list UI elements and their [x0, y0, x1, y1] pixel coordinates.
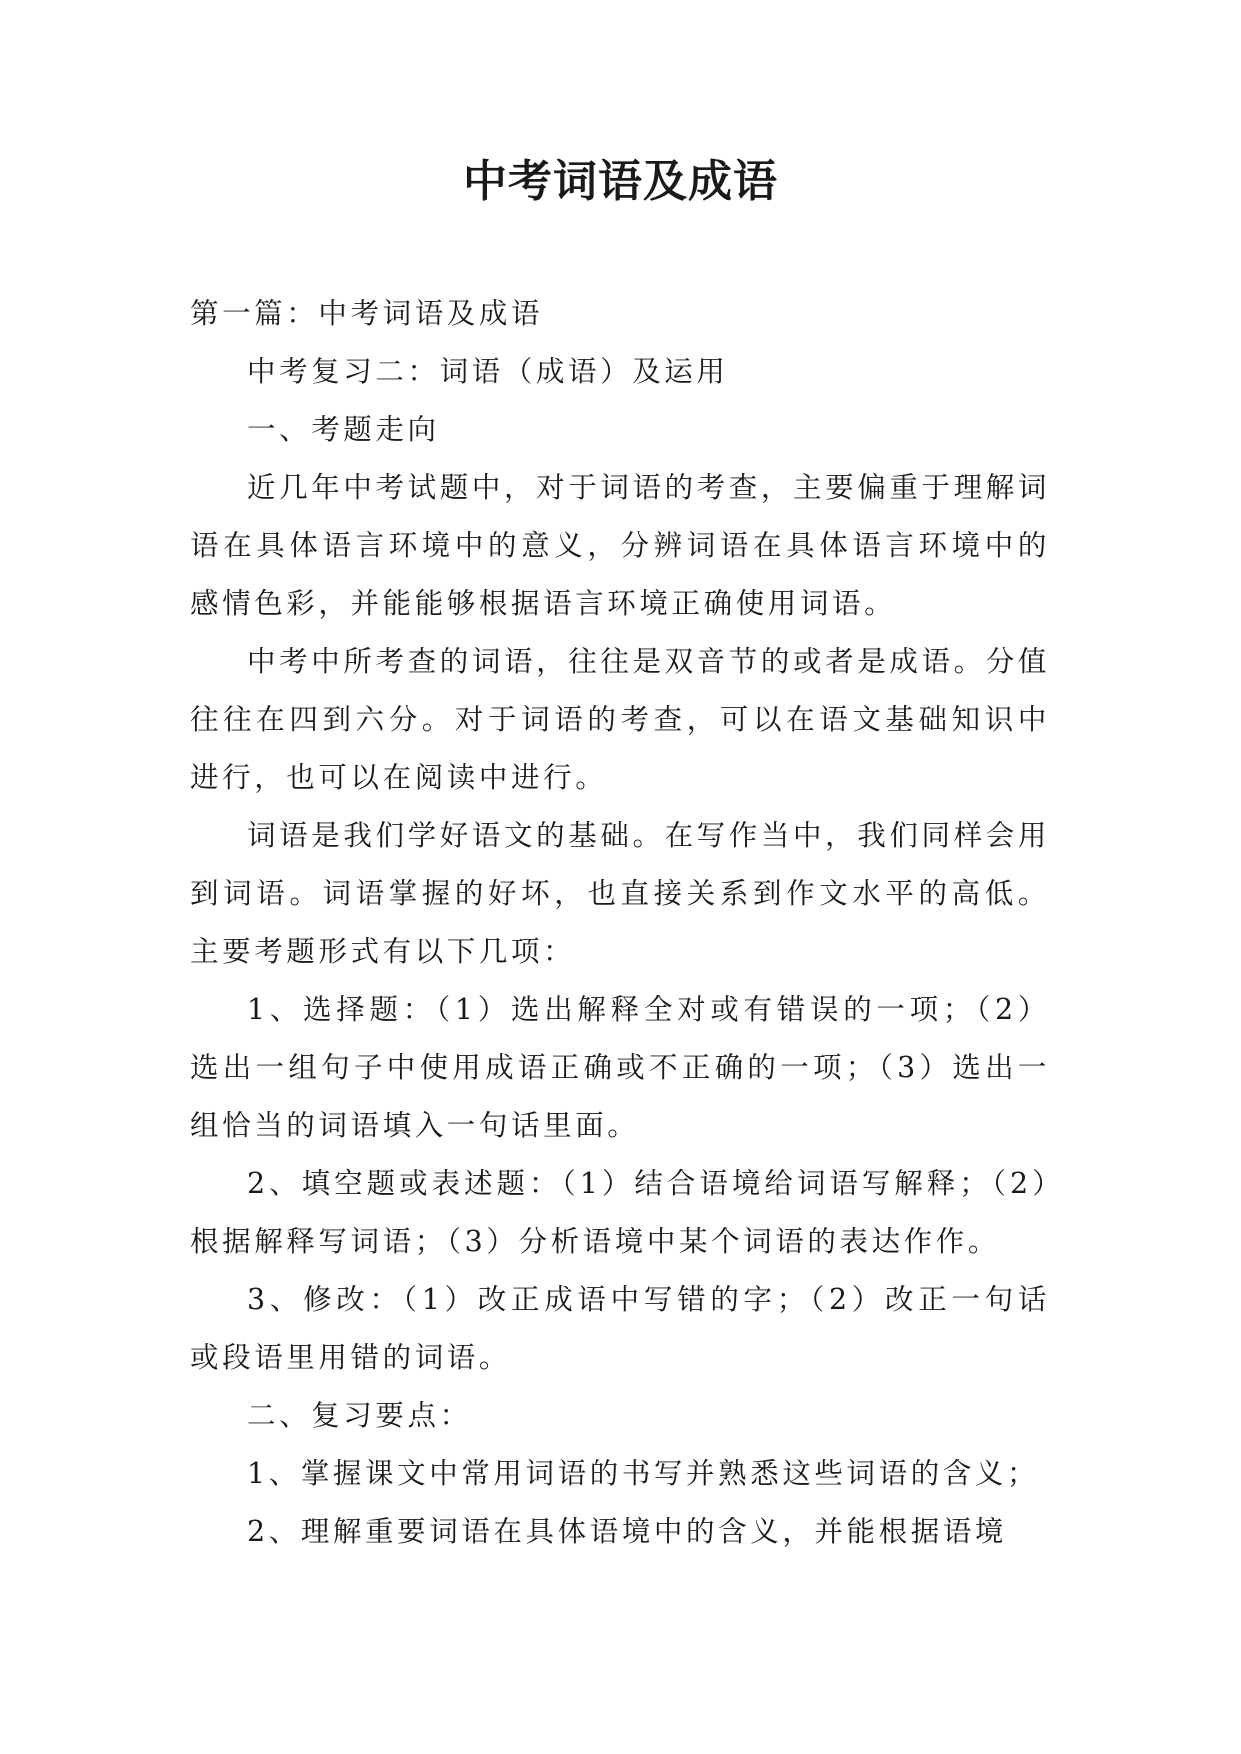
paragraph: 词语是我们学好语文的基础。在写作当中，我们同样会用到词语。词语掌握的好坏，也直接关系到作文水平的高低。主要考题形式有以下几项： [190, 819, 1050, 968]
document-body [190, 285, 1050, 1561]
list-item: 1、掌握课文中常用词语的书写并熟悉这些词语的含义； [247, 1457, 1040, 1490]
paragraph: 第一篇：中考词语及成语 [190, 297, 544, 330]
list-item: 1、选择题：（1）选出解释全对或有错误的一项；（2）选出一组句子中使用成语正确或不正确的一项；（3）选出一组恰当的词语填入一句话里面。 [190, 993, 1050, 1142]
section-heading: 一、考题走向 [247, 413, 440, 446]
paragraph: 中考复习二：词语（成语）及运用 [247, 355, 729, 388]
list-item: 3、修改：（1）改正成语中写错的字；（2）改正一句话或段语里用错的词语。 [190, 1283, 1050, 1374]
paragraph: 中考中所考查的词语，往往是双音节的或者是成语。分值往往在四到六分。对于词语的考查，可以在语文基础知识中进行，也可以在阅读中进行。 [190, 645, 1050, 794]
paragraph: 近几年中考试题中，对于词语的考查，主要偏重于理解词语在具体语言环境中的意义，分辨词语在具体语言环境中的感情色彩，并能能够根据语言环境正确使用词语。 [190, 471, 1050, 620]
section-heading: 二、复习要点： [247, 1399, 472, 1432]
document-title: 中考词语及成语 [463, 156, 778, 207]
list-item: 2、填空题或表述题：（1）结合语境给词语写解释；（2）根据解释写词语；（3）分析语境中某个词语的表达作作。 [190, 1167, 1050, 1258]
list-item: 2、理解重要词语在具体语境中的含义，并能根据语境 [247, 1515, 1008, 1548]
